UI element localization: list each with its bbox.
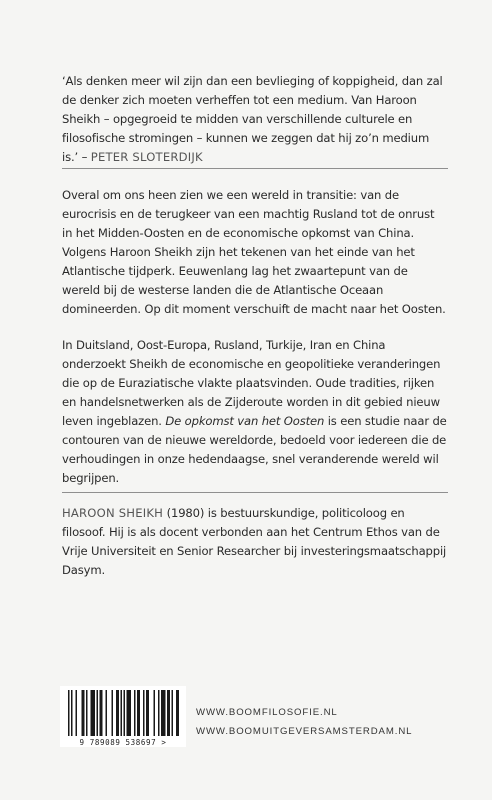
divider bbox=[62, 168, 448, 169]
publisher-url-amsterdam: WWW.BOOMUITGEVERSAMSTERDAM.NL bbox=[196, 726, 413, 737]
paragraph-2-text-end: is een studie naar de contouren van de nieuwe wereldorde, bedoeld voor iedereen die de verhoudingen in onze hedendaagse, snel veranderende wereld wil begrijpen. bbox=[62, 414, 447, 485]
divider bbox=[62, 492, 448, 493]
quote-text: ‘Als denken meer wil zijn dan een bevlieging of koppigheid, dan zal de denker zich moeten verheffen tot een medium. Van Haroon Sheikh – opgegroeid te midden van verschillende culturele en filosofische stromingen – kunnen we zeggen dat hij zo’n medium is.’ – bbox=[62, 74, 443, 164]
blurb-quote bbox=[62, 72, 448, 167]
author-name: HAROON SHEIKH bbox=[62, 506, 164, 520]
description-paragraph-2 bbox=[62, 336, 448, 488]
description-paragraph-1: Overal om ons heen zien we een wereld in transitie: van de eurocrisis en de terugkeer van een machtig Rusland tot de onrust in het Midden-Oosten en de economische opkomst van China. Volgens Haroon Sheikh zijn het tekenen van het einde van het Atlantische tijdperk. Eeuwenlang lag het zwaartepunt van de wereld bij de westerse landen die de Atlantische Oceaan domineerden. Op dit moment verschuift de macht naar het Oosten. bbox=[62, 188, 446, 316]
author-bio-text: (1980) is bestuurskundige, politicoloog en filosoof. Hij is als docent verbonden aan het Centrum Ethos van de Vrije Universiteit en Senior Researcher bij investeringsmaatschappij Dasym. bbox=[62, 506, 447, 577]
barcode bbox=[60, 686, 186, 738]
author-bio bbox=[62, 504, 448, 580]
book-title: De opkomst van het Oosten bbox=[165, 414, 325, 428]
quote-author: PETER SLOTERDIJK bbox=[90, 150, 203, 164]
barcode-bars bbox=[60, 686, 186, 738]
publisher-urls bbox=[196, 703, 412, 741]
isbn-digits: 9 789089 538697 > bbox=[60, 738, 186, 747]
publisher-url-philosophy: WWW.BOOMFILOSOFIE.NL bbox=[196, 707, 338, 718]
paragraph-2-text: In Duitsland, Oost-Europa, Rusland, Turkije, Iran en China onderzoekt Sheikh de economische en geopolitieke veranderingen die op de Euraziatische vlakte plaatsvinden. Oude tradities, rijken en handelsnetwerken als de Zijderoute worden in dit gebied nieuw leven ingeblazen. bbox=[62, 338, 441, 428]
